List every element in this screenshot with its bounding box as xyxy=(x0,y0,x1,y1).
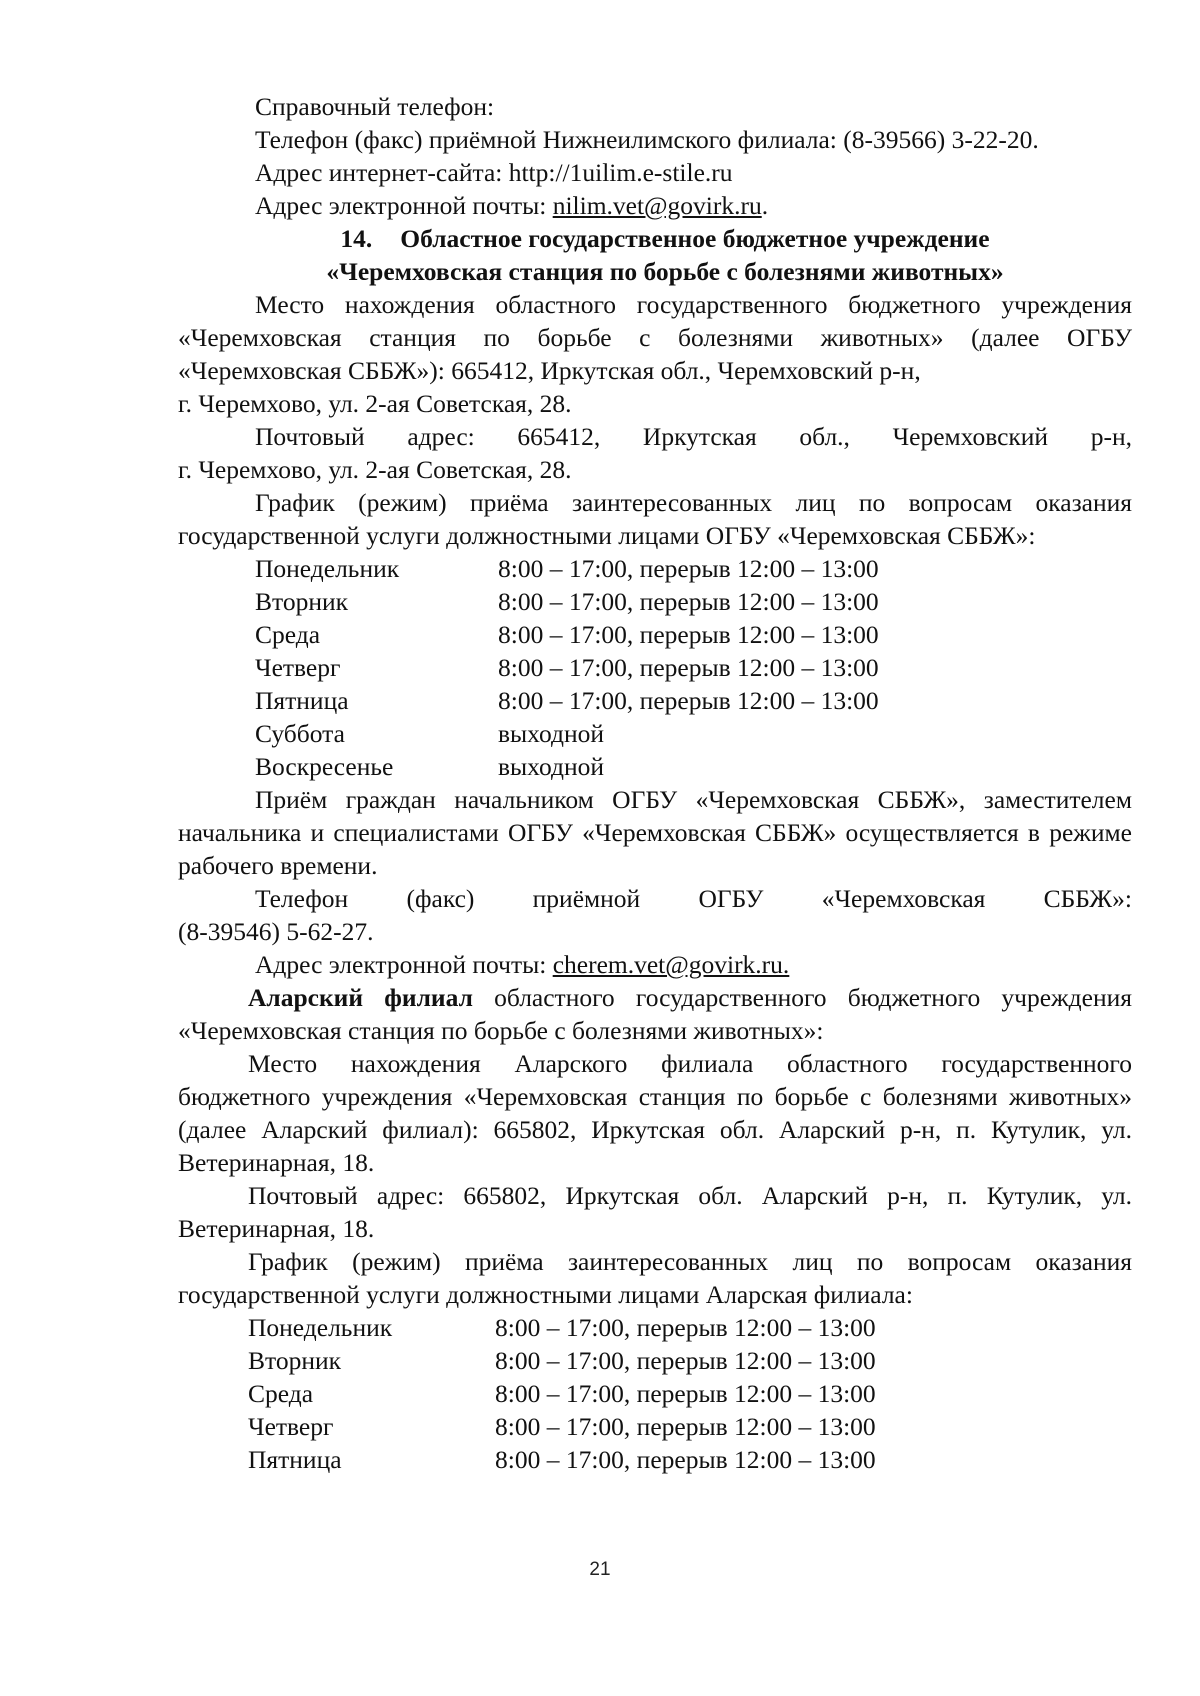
schedule-row xyxy=(255,651,879,684)
location-paragraph-cont: г. Черемхово, ул. 2-ая Советская, 28. xyxy=(178,389,572,418)
schedule-hours: 8:00 – 17:00, перерыв 12:00 – 13:00 xyxy=(498,620,879,649)
website-url[interactable]: http://1uilim.e-stile.ru xyxy=(508,158,733,187)
email-tail: . xyxy=(761,191,769,220)
schedule-hours: 8:00 – 17:00, перерыв 12:00 – 13:00 xyxy=(495,1313,876,1342)
schedule-row xyxy=(248,1311,876,1344)
schedule-hours: 8:00 – 17:00, перерыв 12:00 – 13:00 xyxy=(495,1445,876,1474)
schedule-day: Пятница xyxy=(248,1445,342,1474)
schedule-row xyxy=(255,750,879,783)
schedule-row xyxy=(255,717,879,750)
email2-link[interactable]: cherem.vet@govirk.ru. xyxy=(552,950,790,979)
schedule-day: Вторник xyxy=(248,1346,341,1375)
schedule-row xyxy=(248,1410,876,1443)
schedule-hours: 8:00 – 17:00, перерыв 12:00 – 13:00 xyxy=(498,587,879,616)
reference-phone-line: Телефон (факс) приёмной Нижнеилимского филиала: (8-39566) 3-22-20. xyxy=(255,125,1039,154)
schedule-hours: выходной xyxy=(498,719,604,748)
section-heading xyxy=(178,222,1132,255)
location-paragraph: Место нахождения областного государственного бюджетного учреждения «Черемховская станция по борьбе с болезнями животных» (далее ОГБУ «Черемховская СББЖ»): 665412, Иркутская обл., Черемховский р-н, xyxy=(178,290,1132,385)
schedule-row xyxy=(248,1377,876,1410)
branch-postal: Почтовый адрес: 665802, Иркутская обл. Аларский р-н, п. Кутулик, ул. Ветеринарная, 18. xyxy=(178,1181,1132,1243)
section-number: 14. xyxy=(340,224,373,253)
schedule-day: Понедельник xyxy=(255,554,400,583)
schedule-day: Воскресенье xyxy=(255,752,394,781)
schedule-hours: выходной xyxy=(498,752,604,781)
schedule-day: Пятница xyxy=(255,686,349,715)
schedule-day: Среда xyxy=(248,1379,314,1408)
schedule-hours: 8:00 – 17:00, перерыв 12:00 – 13:00 xyxy=(495,1412,876,1441)
schedule-day: Среда xyxy=(255,620,321,649)
schedule-row xyxy=(255,618,879,651)
branch-location: Место нахождения Аларского филиала областного государственного бюджетного учреждения «Черемховская станция по борьбе с болезнями животных» (далее Аларский филиал): 665802, Иркутская обл. Аларский р-н, п. Кутулик, ул. Ветеринарная, 18. xyxy=(178,1049,1132,1177)
postal-address: Почтовый адрес: 665412, Иркутская обл., Черемховский р-н, xyxy=(255,422,1132,451)
branch-schedule-table xyxy=(248,1311,876,1476)
schedule-day: Четверг xyxy=(248,1412,334,1441)
schedule-row xyxy=(248,1344,876,1377)
branch-title: Аларский филиал xyxy=(248,983,473,1012)
website-line xyxy=(178,156,1132,189)
branch-paragraph xyxy=(178,981,1132,1047)
phone-value: (8-39546) 5-62-27. xyxy=(178,917,374,946)
email-link[interactable]: nilim.vet@govirk.ru xyxy=(552,191,762,220)
email2-line xyxy=(178,948,1132,981)
schedule-hours: 8:00 – 17:00, перерыв 12:00 – 13:00 xyxy=(498,686,879,715)
schedule-day: Понедельник xyxy=(248,1313,393,1342)
branch-schedule-intro: График (режим) приёма заинтересованных лиц по вопросам оказания государственной услуги должностными лицами Аларская филиала: xyxy=(178,1247,1132,1309)
schedule-row xyxy=(248,1443,876,1476)
reference-phone-label: Справочный телефон: xyxy=(255,92,495,121)
schedule-day: Суббота xyxy=(255,719,345,748)
email2-label: Адрес электронной почты: xyxy=(255,950,547,979)
schedule-hours: 8:00 – 17:00, перерыв 12:00 – 13:00 xyxy=(495,1379,876,1408)
section-title-line1: Областное государственное бюджетное учреждение xyxy=(400,224,990,253)
schedule-row xyxy=(255,585,879,618)
schedule-day: Четверг xyxy=(255,653,341,682)
phone-line: Телефон (факс) приёмной ОГБУ «Черемховская СББЖ»: xyxy=(255,884,1132,913)
branch-text: областного государственного бюджетного учреждения «Черемховская станция по борьбе с болезнями животных»: xyxy=(178,983,1132,1045)
schedule-row xyxy=(255,684,879,717)
postal-address-cont: г. Черемхово, ул. 2-ая Советская, 28. xyxy=(178,455,572,484)
reception-paragraph: Приём граждан начальником ОГБУ «Черемховская СББЖ», заместителем начальника и специалистами ОГБУ «Черемховская СББЖ» осуществляется в режиме рабочего времени. xyxy=(178,785,1132,880)
website-label: Адрес интернет-сайта: xyxy=(255,158,503,187)
schedule-table xyxy=(255,552,879,783)
section-heading-line2: «Черемховская станция по борьбе с болезнями животных» xyxy=(326,257,1004,286)
schedule-day: Вторник xyxy=(255,587,348,616)
schedule-hours: 8:00 – 17:00, перерыв 12:00 – 13:00 xyxy=(495,1346,876,1375)
page-number: 21 xyxy=(589,1559,611,1580)
email-label: Адрес электронной почты: xyxy=(255,191,547,220)
schedule-intro: График (режим) приёма заинтересованных лиц по вопросам оказания государственной услуги должностными лицами ОГБУ «Черемховская СББЖ»: xyxy=(178,488,1132,550)
email-line xyxy=(178,189,1132,222)
schedule-hours: 8:00 – 17:00, перерыв 12:00 – 13:00 xyxy=(498,554,879,583)
schedule-row xyxy=(255,552,879,585)
schedule-hours: 8:00 – 17:00, перерыв 12:00 – 13:00 xyxy=(498,653,879,682)
